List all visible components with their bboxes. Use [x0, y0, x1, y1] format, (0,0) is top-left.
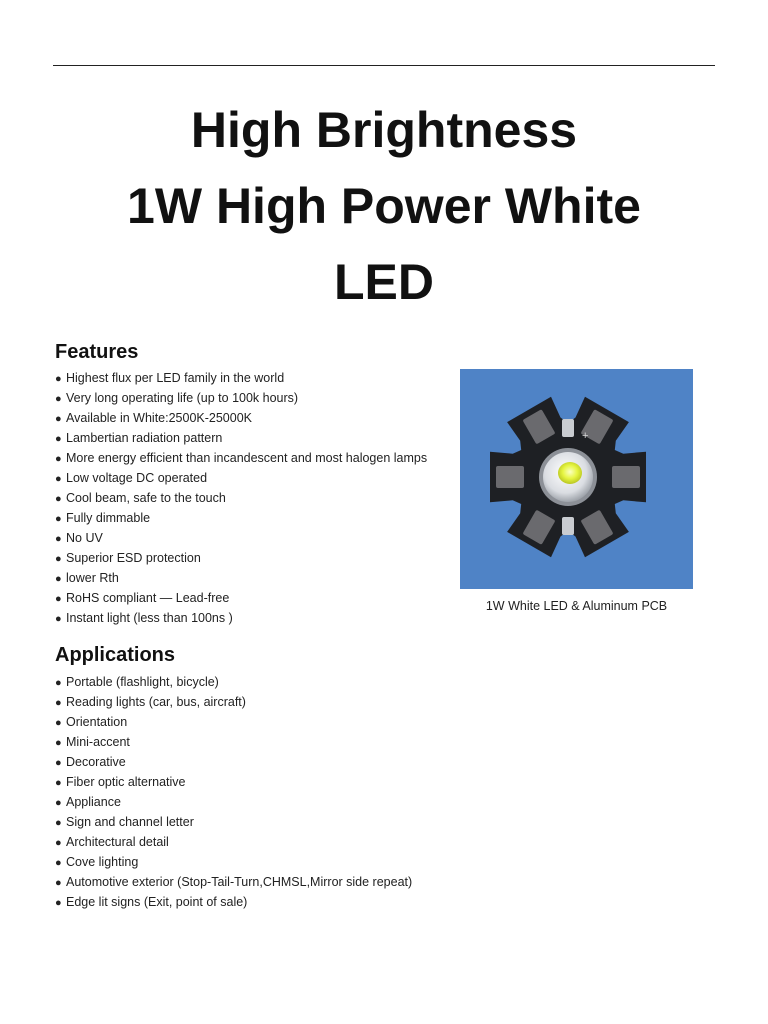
list-item-text: Orientation [66, 715, 128, 729]
bullet-icon: ● [55, 817, 62, 829]
list-item-text: Available in White:2500K-25000K [66, 411, 253, 425]
bullet-icon: ● [55, 473, 62, 485]
applications-list [55, 673, 412, 913]
page-title [0, 92, 768, 320]
features-list-item [55, 609, 427, 629]
bullet-icon: ● [55, 897, 62, 909]
list-item-text: Instant light (less than 100ns ) [66, 611, 233, 625]
features-list-item [55, 469, 427, 489]
bullet-icon: ● [55, 697, 62, 709]
list-item-text: Cool beam, safe to the touch [66, 491, 226, 505]
list-item-text: lower Rth [66, 571, 119, 585]
features-list-item [55, 549, 427, 569]
list-item-text: More energy efficient than incandescent and most halogen lamps [66, 451, 428, 465]
list-item-text: Mini-accent [66, 735, 130, 749]
features-list-item [55, 509, 427, 529]
features-list-item [55, 569, 427, 589]
list-item-text: Automotive exterior (Stop-Tail-Turn,CHMSL,Mirror side repeat) [66, 875, 413, 889]
list-item-text: Highest flux per LED family in the world [66, 371, 285, 385]
features-list-item [55, 409, 427, 429]
list-item-text: Reading lights (car, bus, aircraft) [66, 695, 246, 709]
features-list-item [55, 449, 427, 469]
bullet-icon: ● [55, 737, 62, 749]
features-list-item [55, 489, 427, 509]
list-item-text: Architectural detail [66, 835, 169, 849]
applications-list-item [55, 773, 412, 793]
applications-heading: Applications [55, 644, 176, 666]
features-list-item [55, 429, 427, 449]
applications-list-item [55, 693, 412, 713]
applications-list-item [55, 893, 412, 913]
features-list-item [55, 529, 427, 549]
list-item-text: Portable (flashlight, bicycle) [66, 675, 219, 689]
applications-list-item [55, 673, 412, 693]
applications-list-item [55, 873, 412, 893]
title-line-1: High Brightness [190, 102, 578, 158]
bullet-icon: ● [55, 453, 62, 465]
bullet-icon: ● [55, 593, 62, 605]
bullet-icon: ● [55, 877, 62, 889]
bullet-icon: ● [55, 513, 62, 525]
lead-bottom [562, 517, 574, 535]
bullet-icon: ● [55, 553, 62, 565]
led-product-photo [460, 369, 693, 589]
bullet-icon: ● [55, 777, 62, 789]
list-item-text: Lambertian radiation pattern [66, 431, 223, 445]
bullet-icon: ● [55, 413, 62, 425]
title-line-2: 1W High Power White [127, 178, 641, 234]
applications-list-item [55, 793, 412, 813]
bullet-icon: ● [55, 837, 62, 849]
polarity-mark: + [582, 430, 589, 442]
bullet-icon: ● [55, 493, 62, 505]
bullet-icon: ● [55, 393, 62, 405]
features-list-item [55, 589, 427, 609]
features-list [55, 369, 427, 629]
list-item-text: Cove lighting [66, 855, 139, 869]
bullet-icon: ● [55, 573, 62, 585]
solder-pad [612, 466, 640, 488]
list-item-text: Fully dimmable [66, 511, 151, 525]
list-item-text: Fiber optic alternative [66, 775, 186, 789]
list-item-text: RoHS compliant — Lead-free [66, 591, 230, 605]
bullet-icon: ● [55, 717, 62, 729]
features-list-item [55, 389, 427, 409]
list-item-text: Low voltage DC operated [66, 471, 208, 485]
bullet-icon: ● [55, 533, 62, 545]
features-list-item [55, 369, 427, 389]
bullet-icon: ● [55, 857, 62, 869]
list-item-text: Decorative [66, 755, 126, 769]
applications-list-item [55, 833, 412, 853]
list-item-text: Sign and channel letter [66, 815, 194, 829]
list-item-text: No UV [66, 531, 103, 545]
top-divider [53, 65, 715, 66]
bullet-icon: ● [55, 613, 62, 625]
solder-pad [496, 466, 524, 488]
lead-top [562, 419, 574, 437]
applications-list-item [55, 733, 412, 753]
bullet-icon: ● [55, 677, 62, 689]
led-board-image [460, 369, 693, 589]
applications-list-item [55, 713, 412, 733]
list-item-text: Very long operating life (up to 100k hours) [66, 391, 299, 405]
bullet-icon: ● [55, 373, 62, 385]
features-heading: Features [55, 341, 139, 363]
applications-list-item [55, 853, 412, 873]
bullet-icon: ● [55, 797, 62, 809]
applications-list-item [55, 813, 412, 833]
figure-caption: 1W White LED & Aluminum PCB [485, 599, 668, 613]
list-item-text: Appliance [66, 795, 121, 809]
list-item-text: Superior ESD protection [66, 551, 201, 565]
bullet-icon: ● [55, 433, 62, 445]
list-item-text: Edge lit signs (Exit, point of sale) [66, 895, 248, 909]
title-line-3: LED [334, 254, 434, 310]
applications-list-item [55, 753, 412, 773]
led-lens [558, 462, 582, 484]
bullet-icon: ● [55, 757, 62, 769]
